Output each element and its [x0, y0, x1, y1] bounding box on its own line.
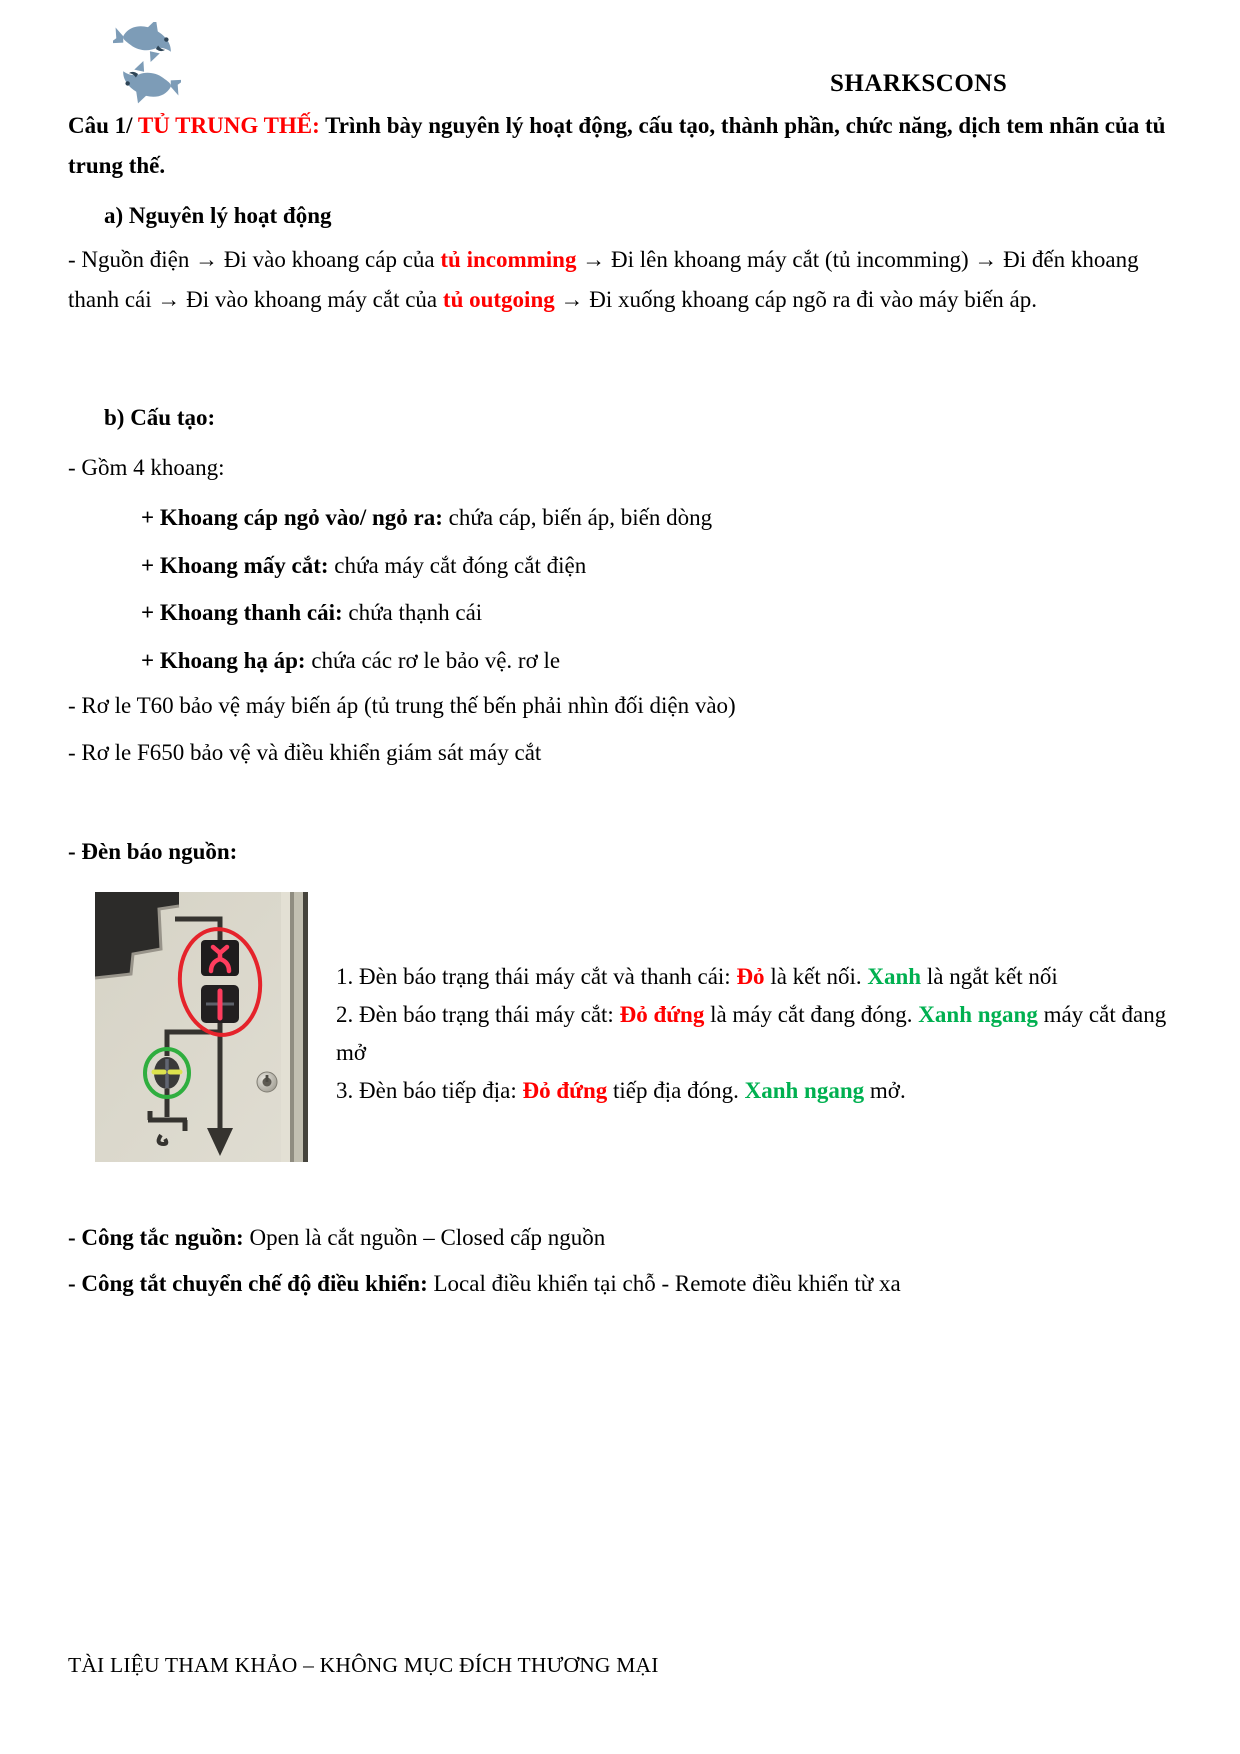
control-mode-switch-label: - Công tắt chuyển chế độ điều khiển: [68, 1271, 428, 1296]
list-item [141, 546, 586, 586]
section-a-text-2: → Đi lên khoang máy cắt (tủ incomming) → Đi đến khoang thanh cái → Đi vào khoang máy cắt của [68, 247, 1139, 312]
list-item-desc: chứa thạnh cái [342, 600, 483, 625]
green-state-label: Xanh [867, 964, 922, 989]
footer-disclaimer: TÀI LIỆU THAM KHẢO – KHÔNG MỤC ĐÍCH THƯƠNG MẠI [68, 1653, 659, 1677]
indicator-note-1 [336, 958, 1178, 996]
list-item [141, 498, 712, 538]
list-item-desc: chứa máy cắt đóng cắt điện [328, 553, 587, 578]
breaker-status-led [201, 985, 239, 1023]
question-text: Trình bày nguyên lý hoạt động, cấu tạo, thành phần, chức năng, dịch tem nhãn của tủ trung thế. [68, 113, 1166, 178]
list-item-label: + Khoang thanh cái: [141, 600, 343, 625]
control-mode-switch-text: Local điều khiển tại chỗ - Remote điều khiển từ xa [427, 1271, 901, 1296]
sharkscons-logo [113, 22, 181, 104]
note-text: 2. Đèn báo trạng thái máy cắt: [336, 1002, 620, 1027]
page-title: SHARKSCONS [830, 70, 1008, 97]
relay-note-t60: - Rơ le T60 bảo vệ máy biến áp (tủ trung thế bến phải nhìn đối diện vào) [68, 693, 736, 718]
green-state-label: Xanh ngang [744, 1078, 865, 1103]
relay-note-f650: - Rơ le F650 bảo vệ và điều khiển giám sát máy cắt [68, 740, 542, 765]
note-text: là máy cắt đang đóng. [704, 1002, 919, 1027]
indicator-panel-photo [95, 892, 308, 1162]
panel-photo-graphic [95, 892, 308, 1162]
busbar-status-led [201, 940, 239, 976]
question-heading [68, 106, 1186, 186]
control-mode-switch-line [68, 1264, 901, 1304]
indicator-heading: - Đèn báo nguồn: [68, 839, 238, 864]
note-text: là kết nối. [764, 964, 868, 989]
section-b-intro: - Gồm 4 khoang: [68, 455, 225, 480]
note-text: tiếp địa đóng. [607, 1078, 745, 1103]
section-b-heading: b) Cấu tạo: [104, 405, 216, 430]
list-item [141, 641, 560, 681]
incoming-highlight: tủ incomming [440, 247, 577, 272]
list-item-desc: chứa các rơ le bảo vệ. rơ le [305, 648, 561, 673]
list-item-desc: chứa cáp, biến áp, biến dòng [442, 505, 713, 530]
section-a-text-3: → Đi xuống khoang cáp ngõ ra đi vào máy biến áp. [554, 287, 1037, 312]
power-switch-label: - Công tắc nguồn: [68, 1225, 244, 1250]
note-text: 1. Đèn báo trạng thái máy cắt và thanh cái: [336, 964, 737, 989]
cabinet-edge [281, 892, 308, 1162]
red-state-label: Đỏ đứng [619, 1002, 705, 1027]
note-text: 3. Đèn báo tiếp địa: [336, 1078, 523, 1103]
red-state-label: Đỏ đứng [522, 1078, 608, 1103]
shark-logo-icon [113, 22, 181, 104]
indicator-notes [336, 958, 1178, 1110]
indicator-note-3 [336, 1072, 1178, 1110]
list-item [141, 593, 482, 633]
outgoing-highlight: tủ outgoing [442, 287, 555, 312]
question-label: Câu 1/ [68, 113, 138, 138]
red-state-label: Đỏ [736, 964, 765, 989]
power-switch-line [68, 1218, 605, 1258]
section-a-paragraph [68, 240, 1186, 320]
question-topic: TỦ TRUNG THẾ: [137, 113, 326, 138]
list-item-label: + Khoang mấy cắt: [141, 553, 329, 578]
indicator-note-2 [336, 996, 1178, 1072]
section-a-text-1: - Nguồn điện → Đi vào khoang cáp của [68, 247, 441, 272]
list-item-label: + Khoang hạ áp: [141, 648, 306, 673]
section-a-heading: a) Nguyên lý hoạt động [104, 203, 332, 228]
list-item-label: + Khoang cáp ngỏ vào/ ngỏ ra: [141, 505, 443, 530]
panel-screw [257, 1072, 277, 1092]
note-text: là ngắt kết nối [921, 964, 1058, 989]
green-state-label: Xanh ngang [918, 1002, 1038, 1027]
earth-status-lamp [154, 1057, 180, 1089]
note-text: mở. [864, 1078, 906, 1103]
power-switch-text: Open là cắt nguồn – Closed cấp nguồn [243, 1225, 606, 1250]
note-text: máy cắt đang mở [336, 1002, 1167, 1065]
